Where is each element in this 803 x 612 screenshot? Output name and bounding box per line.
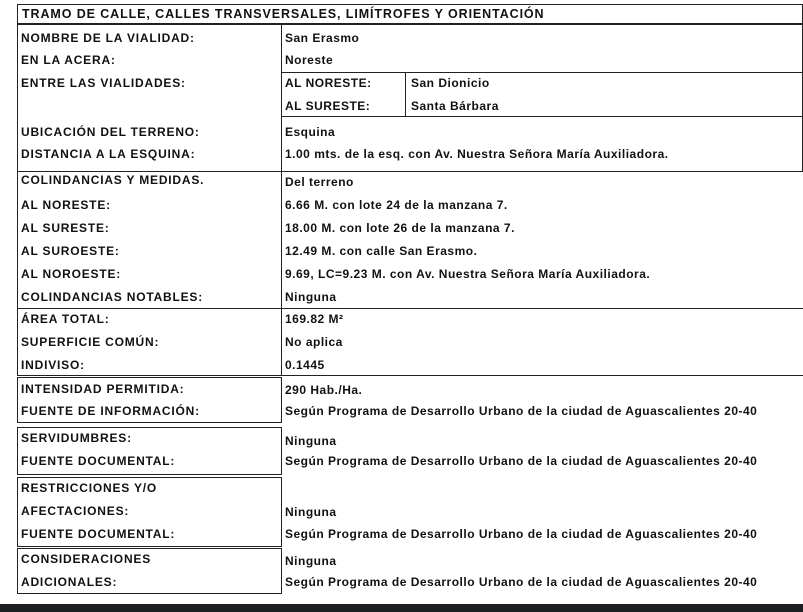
colindancia-noreste-value: 6.66 M. con lote 24 de la manzana 7. [285,198,508,212]
colindancias-notables-label: COLINDANCIAS NOTABLES: [21,290,204,304]
entre-sureste-label: AL SURESTE: [285,99,371,113]
distancia-label: DISTANCIA A LA ESQUINA: [21,147,196,161]
section-title: TRAMO DE CALLE, CALLES TRANSVERSALES, LIMÍTROFES Y ORIENTACIÓN [17,4,803,24]
servidumbres-value: Ninguna [285,434,337,448]
entre-noreste-label: AL NORESTE: [285,76,372,90]
area-values-box [281,308,803,376]
restricciones-label-line1: RESTRICCIONES Y/O [21,481,158,495]
colindancia-noroeste-label: AL NOROESTE: [21,267,122,281]
intensidad-value: 290 Hab./Ha. [285,383,363,397]
colindancia-suroeste-label: AL SUROESTE: [21,244,120,258]
restricciones-value: Ninguna [285,505,337,519]
property-report-table [17,4,803,598]
superficie-comun-value: No aplica [285,335,343,349]
consideraciones-label-line2: ADICIONALES: [21,575,118,589]
superficie-comun-label: SUPERFICIE COMÚN: [21,335,160,349]
colindancia-noroeste-value: 9.69, LC=9.23 M. con Av. Nuestra Señora María Auxiliadora. [285,267,651,281]
colindancia-suroeste-value: 12.49 M. con calle San Erasmo. [285,244,478,258]
intensidad-label: INTENSIDAD PERMITIDA: [21,382,185,396]
acera-label: EN LA ACERA: [21,53,116,67]
consideraciones-value: Ninguna [285,554,337,568]
consideraciones-label-line1: CONSIDERACIONES [21,552,152,566]
acera-value: Noreste [285,53,334,67]
fuente-informacion-value: Según Programa de Desarrollo Urbano de la ciudad de Aguascalientes 20-40 [285,404,758,418]
restricciones-label-line2: AFECTACIONES: [21,504,130,518]
entre-vialidades-label: ENTRE LAS VIALIDADES: [21,76,186,90]
fuente-documental-restricciones-value: Según Programa de Desarrollo Urbano de la ciudad de Aguascalientes 20-40 [285,527,758,541]
consideraciones-fuente-value: Según Programa de Desarrollo Urbano de la ciudad de Aguascalientes 20-40 [285,575,758,589]
entre-sureste-value: Santa Bárbara [411,99,499,113]
colindancias-header-label: COLINDANCIAS Y MEDIDAS. [21,173,205,187]
distancia-value: 1.00 mts. de la esq. con Av. Nuestra Señora María Auxiliadora. [285,147,669,161]
fuente-documental-restricciones-label: FUENTE DOCUMENTAL: [21,527,176,541]
colindancias-header-value: Del terreno [285,175,354,189]
colindancia-sureste-label: AL SURESTE: [21,221,110,235]
colindancia-noreste-label: AL NORESTE: [21,198,111,212]
colindancias-values-box [281,171,803,309]
area-total-label: ÁREA TOTAL: [21,312,110,326]
nombre-vialidad-value: San Erasmo [285,31,360,45]
ubicacion-label: UBICACIÓN DEL TERRENO: [21,125,200,139]
indiviso-value: 0.1445 [285,358,325,372]
fuente-informacion-label: FUENTE DE INFORMACIÓN: [21,404,200,418]
fuente-documental-servidumbres-value: Según Programa de Desarrollo Urbano de la ciudad de Aguascalientes 20-40 [285,454,758,468]
ubicacion-value: Esquina [285,125,336,139]
entre-noreste-value: San Dionicio [411,76,490,90]
colindancia-sureste-value: 18.00 M. con lote 26 de la manzana 7. [285,221,515,235]
colindancias-notables-value: Ninguna [285,290,337,304]
indiviso-label: INDIVISO: [21,358,85,372]
area-total-value: 169.82 M² [285,312,344,326]
servidumbres-label: SERVIDUMBRES: [21,431,132,445]
bottom-dark-bar [0,604,803,612]
nombre-vialidad-label: NOMBRE DE LA VIALIDAD: [21,31,195,45]
fuente-documental-servidumbres-label: FUENTE DOCUMENTAL: [21,454,176,468]
